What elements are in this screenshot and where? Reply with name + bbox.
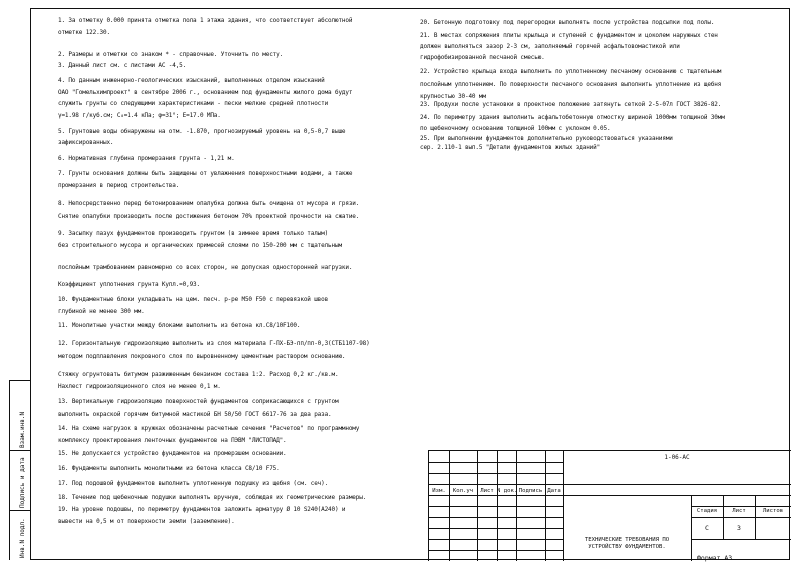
note-line: зафиксированных. xyxy=(58,139,114,146)
note-line: глубиной не менее 300 мм. xyxy=(58,308,145,315)
note-line: комплексу проектирования ленточных фундаментов на ПЭВМ "ЛИСТОПАД". xyxy=(58,437,287,444)
sheet-value: 3 xyxy=(737,524,741,532)
note-line: ОАО "Гомельхимпроект" в сентябре 2006 г., основанием под фундаменты жилого дома будут xyxy=(58,89,353,96)
header-n-dok: N док. xyxy=(497,488,518,494)
note-line: 21. В местах сопряжения плиты крыльца и ступеней с фундаментом и цоколем наружных стен xyxy=(420,32,718,39)
stage-value: С xyxy=(705,524,709,532)
note-line: Коэффициент уплотнения грунта Купл.=0,93. xyxy=(58,281,200,288)
note-line: 8. Непосредственно перед бетонированием опалубка должна быть очищена от мусора и грязи. xyxy=(58,200,360,207)
note-line: 2. Размеры и отметки со знаком * - справочные. Уточнить по месту. xyxy=(58,51,284,58)
side-label-inventory: Инв.N подл. xyxy=(19,518,26,558)
note-line: без строительного мусора и органических примесей слоями по 150-200 мм с тщательным xyxy=(58,242,342,249)
sheet-title-line1: ТЕХНИЧЕСКИЕ ТРЕБОВАНИЯ ПО xyxy=(584,537,670,543)
header-podpis: Подпись xyxy=(518,488,543,494)
note-line: крупностью 30-40 мм xyxy=(420,93,486,100)
side-stamp-strip xyxy=(9,380,31,560)
header-list: Лист xyxy=(480,488,494,494)
note-line: промерзания в период строительства. xyxy=(58,182,180,189)
note-line: 23. Продухи после установки в проектное положение затянуть сеткой 2-5-07л ГОСТ 3826-82. xyxy=(420,101,722,108)
note-line: 25. При выполнении фундаментов дополнительно руководствоваться указаниями xyxy=(420,135,673,142)
note-line: вывести на 0,5 м от поверхности земли (заземление). xyxy=(58,518,235,525)
note-line: по щебеночному основанию толщиной 100мм с уклоном 0.05. xyxy=(420,125,611,132)
note-line: Стяжку огрунтовать битумом разжиженным бензином состава 1:2. Расход 0,2 кг./кв.м. xyxy=(58,371,339,378)
note-line: 9. Засыпку пазух фундаментов производить грунтом (в зимнее время только талым) xyxy=(58,230,329,237)
title-block xyxy=(428,450,791,561)
note-line: 20. Бетонную подготовку под перегородки выполнять после устройства подсыпки под полы. xyxy=(420,19,715,26)
stage-label: Стадия xyxy=(696,508,718,514)
note-line: 5. Грунтовые воды обнаружены на отм. -1.870, прогнозируемый уровень на 0,5-0,7 выше xyxy=(58,128,346,135)
note-line: γ=1.98 г/куб.см; С₀=1.4 кПа; φ=31°; Е=17.0 МПа. xyxy=(58,112,221,119)
note-line: 15. Не допускается устройство фундаментов на промерзшем основании. xyxy=(58,450,287,457)
note-line: 6. Нормативная глубина промерзания грунта - 1,21 м. xyxy=(58,155,235,162)
note-line: методом подплавления покровного слоя по выровненному цементным раствором основанию. xyxy=(58,353,346,360)
note-line: Нахлест гидроизоляционного слоя не менее 0,1 м. xyxy=(58,383,221,390)
note-line: 24. По периметру здания выполнить асфальтобетонную отмостку шириной 1000мм толщиной 30мм xyxy=(420,114,725,121)
note-line: служить грунты со следующими характеристиками - пески мелкие средней плотности xyxy=(58,100,329,107)
note-line: 3. Данный лист см. с листами АС -4,5. xyxy=(58,62,187,69)
note-line: 11. Монолитные участки между блоками выполнить из бетона кл.С8/10F100. xyxy=(58,322,301,329)
side-label-signature: Подпись и дата xyxy=(19,457,26,508)
side-label-replacement: Взам.инв.N xyxy=(19,411,26,448)
note-line: 17. Под подошвой фундаментов выполнить уплотненную подушку из щебня (см. сеч). xyxy=(58,480,329,487)
document-code: 1-06-АС xyxy=(664,454,690,461)
header-data: Дата xyxy=(547,488,561,494)
note-line: 18. Течение под щебеночные подушки выполнять вручную, соблюдая их геометрические размеры. xyxy=(58,494,367,501)
note-line: сер. 2.110-1 вып.5 "Детали фундаментов жилых зданий" xyxy=(420,144,601,151)
note-line: послойным трамбованием равномерно со всех сторон, не допуская односторонней нагрузки. xyxy=(58,264,353,271)
sheet-title-line2: УСТРОЙСТВУ ФУНДАМЕНТОВ. xyxy=(588,544,666,550)
note-line: послойным уплотнением. По поверхности песчаного основания выполнить уплотнение из щебня xyxy=(420,81,722,88)
note-line: Снятие опалубки производить после достижения бетоном 70% проектной прочности на сжатие. xyxy=(58,213,360,220)
side-cell-replacement xyxy=(10,380,31,450)
side-cell-signature xyxy=(10,450,31,510)
note-line: 12. Горизонтальную гидроизоляцию выполнить из слоя материала Г-ПХ-БЭ-пп/пп-0,3(СТБ1107-98) xyxy=(58,340,370,347)
note-line: 19. На уровне подошвы, по периметру фундаментов заложить арматуру Ø 10 S240(А240) и xyxy=(58,506,346,513)
header-kol-uch: Кол.уч xyxy=(452,488,474,494)
note-line: 22. Устройство крыльца входа выполнить по уплотненному песчаному основанию с тщательным xyxy=(420,68,722,75)
side-cell-inventory xyxy=(10,510,31,560)
note-line: 16. Фундаменты выполнить монолитными из бетона класса С8/10 F75. xyxy=(58,465,280,472)
sheet-label: Лист xyxy=(732,508,746,514)
header-izm: Изм. xyxy=(432,488,446,494)
note-line: 4. По данным инженерно-геологических изысканий, выполненных отделом изысканий xyxy=(58,77,325,84)
note-line: 13. Вертикальную гидроизоляцию поверхностей фундаментов соприкасающихся с грунтом xyxy=(58,398,339,405)
sheet-format: Формат А3 xyxy=(697,554,733,562)
sheets-label: Листов xyxy=(762,508,784,514)
note-line: гидрофобизированной песчаной смесью. xyxy=(420,54,545,61)
note-line: отметке 122.30. xyxy=(58,29,110,36)
note-line: 1. За отметку 0.000 принята отметка пола 1 этажа здания, что соответствует абсолютной xyxy=(58,17,353,24)
note-line: 14. На схеме нагрузок в кружках обозначены расчетные сечения "Расчетов" по программному xyxy=(58,425,360,432)
note-line: должен выполняться зазор 2-3 см, заполняемый горячей асфальтовомастикой или xyxy=(420,43,680,50)
note-line: 7. Грунты основания должны быть защищены от увлажнения поверхностными водами, а также xyxy=(58,170,353,177)
note-line: выполнить окраской горячим битумной мастикой БН 50/50 ГОСТ 6617-76 за два раза. xyxy=(58,411,332,418)
note-line: 10. Фундаментные блоки укладывать на цем. песч. р-ре М50 F50 с перевязкой швов xyxy=(58,296,329,303)
